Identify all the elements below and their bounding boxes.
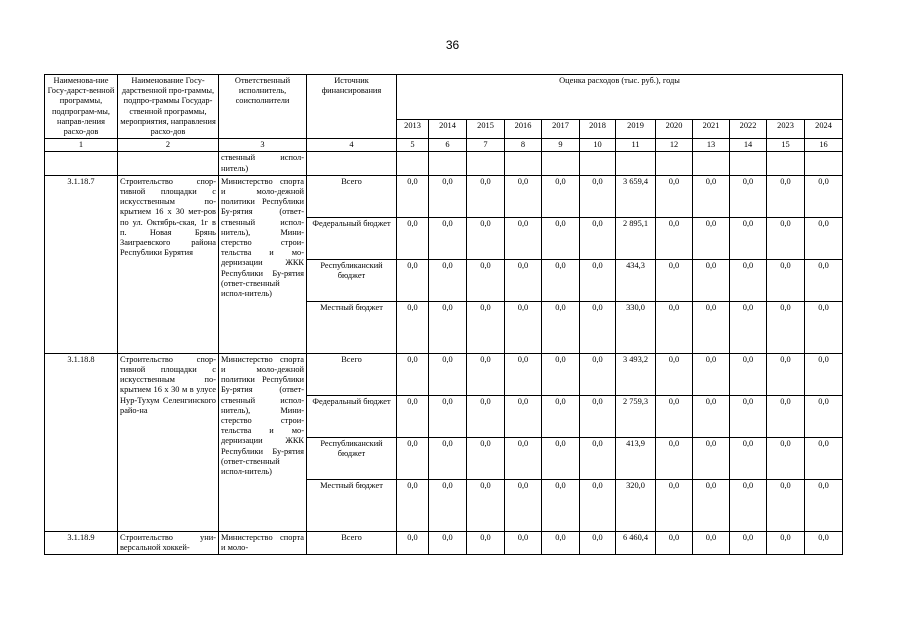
- cost-value: 0,0: [397, 301, 429, 353]
- cost-value: 0,0: [542, 531, 580, 554]
- cost-value: 3 659,4: [616, 175, 656, 217]
- cost-value: 0,0: [505, 259, 542, 301]
- cost-value: 0,0: [656, 217, 693, 259]
- table-row: [45, 531, 843, 554]
- header-col-source: Источник финансирования: [307, 75, 397, 139]
- column-number: 6: [429, 139, 467, 152]
- cost-value: 0,0: [542, 395, 580, 437]
- cost-value: 0,0: [580, 531, 616, 554]
- cost-value: 0,0: [767, 217, 805, 259]
- table-row: [45, 175, 843, 217]
- cost-value: 0,0: [656, 437, 693, 479]
- cost-value: 0,0: [656, 395, 693, 437]
- cost-value: 0,0: [730, 531, 767, 554]
- cost-value: 0,0: [805, 437, 843, 479]
- continuation-executor-text: ственный испол-нитель): [219, 152, 307, 175]
- cost-value: 0,0: [656, 259, 693, 301]
- cost-value: 0,0: [805, 395, 843, 437]
- cost-value: 0,0: [467, 437, 505, 479]
- cost-value: 0,0: [542, 353, 580, 395]
- cost-value: 0,0: [542, 217, 580, 259]
- column-number: 9: [542, 139, 580, 152]
- column-number: 2: [118, 139, 219, 152]
- cost-value: 0,0: [805, 175, 843, 217]
- cost-value: 0,0: [429, 175, 467, 217]
- header-year: 2019: [616, 120, 656, 139]
- cost-value: 0,0: [730, 437, 767, 479]
- column-number: 11: [616, 139, 656, 152]
- cost-value: 0,0: [467, 301, 505, 353]
- cost-value: 0,0: [397, 531, 429, 554]
- cost-value: 0,0: [429, 301, 467, 353]
- header-col-program-title: Наименование Госу-дарственной про-граммы, подпро-граммы Государ-ственной программы, мероприятия, направления расхо-дов: [118, 75, 219, 139]
- row-executor: Министерство спорта и моло-дежной политики Республики Бу-рятия (ответ-ственный испол-нитель), Мини-стерство строи-тельства и мо-дернизации ЖКК Республики Бу-рятия (ответ-ственный испол-нитель): [219, 353, 307, 531]
- cost-value: 0,0: [767, 395, 805, 437]
- cost-value: 434,3: [616, 259, 656, 301]
- header-year: 2020: [656, 120, 693, 139]
- cost-value: 0,0: [693, 437, 730, 479]
- cost-value: 0,0: [542, 479, 580, 531]
- header-year: 2016: [505, 120, 542, 139]
- cost-value: 6 460,4: [616, 531, 656, 554]
- cost-value: 0,0: [693, 353, 730, 395]
- row-event-name: Строительство спор-тивной площадки с искусственным по-крытием 16 х 30 м в улусе Нур-Тухум Селенгинского райо-на: [118, 353, 219, 531]
- cost-value: 0,0: [730, 353, 767, 395]
- cost-value: 0,0: [429, 479, 467, 531]
- cost-value: 0,0: [505, 437, 542, 479]
- header-year: 2023: [767, 120, 805, 139]
- cost-value: 0,0: [542, 259, 580, 301]
- cost-value: 413,9: [616, 437, 656, 479]
- column-number: 14: [730, 139, 767, 152]
- header-year: 2024: [805, 120, 843, 139]
- cost-value: 0,0: [730, 395, 767, 437]
- cost-value: 0,0: [505, 301, 542, 353]
- column-number: 7: [467, 139, 505, 152]
- page-number: 36: [445, 38, 460, 52]
- column-number-row: [45, 139, 843, 152]
- cost-value: 0,0: [656, 531, 693, 554]
- cost-value: 0,0: [580, 395, 616, 437]
- table-row: [45, 353, 843, 395]
- header-year: 2018: [580, 120, 616, 139]
- funding-source: Местный бюджет: [307, 301, 397, 353]
- row-event-name: Строительство спор-тивной площадки с искусственным по-крытием 16 х 30 мет-ров по ул. Октябрь-ская, 1г в п. Новая Брянь Заиграевского района Республики Бурятия: [118, 175, 219, 353]
- cost-value: 0,0: [429, 217, 467, 259]
- cost-value: 0,0: [767, 531, 805, 554]
- funding-source: Всего: [307, 531, 397, 554]
- cost-value: 0,0: [467, 259, 505, 301]
- cost-value: 0,0: [397, 175, 429, 217]
- cost-value: 0,0: [656, 175, 693, 217]
- cost-value: 0,0: [397, 479, 429, 531]
- header-col-program-name: Наименова-ние Госу-дарст-венной программы, подпрограм-мы, направ-ления расхо-дов: [45, 75, 118, 139]
- funding-source: Федеральный бюджет: [307, 217, 397, 259]
- cost-value: 0,0: [730, 259, 767, 301]
- cost-value: 0,0: [397, 259, 429, 301]
- cost-value: 0,0: [580, 301, 616, 353]
- row-executor: Министерство спорта и моло-дежной политики Республики Бу-рятия (ответ-ственный испол-нитель), Мини-стерство строи-тельства и мо-дернизации ЖКК Республики Бу-рятия (ответ-ственный испол-нитель): [219, 175, 307, 353]
- cost-value: 0,0: [580, 353, 616, 395]
- continuation-row: [45, 152, 843, 175]
- cost-value: 0,0: [505, 395, 542, 437]
- cost-value: 0,0: [693, 259, 730, 301]
- cost-value: 330,0: [616, 301, 656, 353]
- header-year: 2021: [693, 120, 730, 139]
- cost-value: 0,0: [730, 217, 767, 259]
- cost-value: 0,0: [429, 437, 467, 479]
- cost-value: 320,0: [616, 479, 656, 531]
- cost-value: 0,0: [767, 301, 805, 353]
- funding-source: Всего: [307, 353, 397, 395]
- cost-value: 0,0: [656, 353, 693, 395]
- column-number: 10: [580, 139, 616, 152]
- cost-value: 0,0: [767, 437, 805, 479]
- cost-value: 0,0: [767, 175, 805, 217]
- cost-value: 2 759,3: [616, 395, 656, 437]
- cost-value: 0,0: [580, 479, 616, 531]
- cost-value: 0,0: [805, 353, 843, 395]
- cost-value: 0,0: [505, 217, 542, 259]
- cost-value: 0,0: [397, 437, 429, 479]
- cost-value: 0,0: [580, 437, 616, 479]
- cost-value: 0,0: [467, 175, 505, 217]
- cost-value: 0,0: [693, 395, 730, 437]
- cost-value: 0,0: [805, 531, 843, 554]
- funding-source: Республиканский бюджет: [307, 259, 397, 301]
- row-event-name: Строительство уни-версальной хоккей-: [118, 531, 219, 554]
- cost-value: 0,0: [730, 301, 767, 353]
- cost-value: 0,0: [580, 217, 616, 259]
- funding-source: Республиканский бюджет: [307, 437, 397, 479]
- cost-value: 0,0: [580, 259, 616, 301]
- cost-value: 0,0: [467, 353, 505, 395]
- row-code: 3.1.18.7: [45, 175, 118, 353]
- cost-value: 0,0: [467, 531, 505, 554]
- header-cost-group: Оценка расходов (тыс. руб.), годы: [397, 75, 843, 120]
- cost-value: 0,0: [730, 479, 767, 531]
- cost-value: 0,0: [693, 531, 730, 554]
- column-number: 3: [219, 139, 307, 152]
- header-year: 2022: [730, 120, 767, 139]
- cost-value: 0,0: [805, 217, 843, 259]
- cost-value: 0,0: [580, 175, 616, 217]
- header-year: 2014: [429, 120, 467, 139]
- cost-value: 0,0: [505, 353, 542, 395]
- cost-value: 0,0: [693, 175, 730, 217]
- cost-value: 0,0: [767, 353, 805, 395]
- column-number: 5: [397, 139, 429, 152]
- budget-table: [44, 74, 843, 555]
- cost-value: 0,0: [805, 301, 843, 353]
- row-code: 3.1.18.9: [45, 531, 118, 554]
- cost-value: 0,0: [693, 217, 730, 259]
- cost-value: 0,0: [805, 479, 843, 531]
- cost-value: 0,0: [656, 301, 693, 353]
- cost-value: 0,0: [505, 175, 542, 217]
- cost-value: 0,0: [730, 175, 767, 217]
- funding-source: Федеральный бюджет: [307, 395, 397, 437]
- cost-value: 0,0: [767, 479, 805, 531]
- cost-value: 0,0: [429, 259, 467, 301]
- cost-value: 0,0: [429, 531, 467, 554]
- cost-value: 0,0: [429, 395, 467, 437]
- cost-value: 0,0: [693, 301, 730, 353]
- table-body: [45, 152, 843, 555]
- cost-value: 0,0: [505, 531, 542, 554]
- cost-value: 0,0: [397, 353, 429, 395]
- column-number: 15: [767, 139, 805, 152]
- cost-value: 0,0: [542, 301, 580, 353]
- funding-source: Всего: [307, 175, 397, 217]
- cost-value: 0,0: [397, 395, 429, 437]
- cost-value: 0,0: [805, 259, 843, 301]
- column-number: 4: [307, 139, 397, 152]
- column-number: 16: [805, 139, 843, 152]
- table-header: [45, 75, 843, 152]
- cost-value: 0,0: [505, 479, 542, 531]
- cost-value: 0,0: [467, 395, 505, 437]
- cost-value: 0,0: [767, 259, 805, 301]
- header-year: 2017: [542, 120, 580, 139]
- header-col-executor: Ответственный исполнитель, соисполнители: [219, 75, 307, 139]
- cost-value: 0,0: [542, 437, 580, 479]
- funding-source: Местный бюджет: [307, 479, 397, 531]
- cost-value: 0,0: [397, 217, 429, 259]
- cost-value: 0,0: [467, 217, 505, 259]
- cost-value: 0,0: [467, 479, 505, 531]
- cost-value: 2 895,1: [616, 217, 656, 259]
- header-year: 2013: [397, 120, 429, 139]
- cost-value: 0,0: [429, 353, 467, 395]
- header-year: 2015: [467, 120, 505, 139]
- cost-value: 3 493,2: [616, 353, 656, 395]
- column-number: 13: [693, 139, 730, 152]
- column-number: 12: [656, 139, 693, 152]
- column-number: 1: [45, 139, 118, 152]
- cost-value: 0,0: [656, 479, 693, 531]
- column-number: 8: [505, 139, 542, 152]
- row-code: 3.1.18.8: [45, 353, 118, 531]
- cost-value: 0,0: [693, 479, 730, 531]
- row-executor: Министерство спорта и моло-: [219, 531, 307, 554]
- cost-value: 0,0: [542, 175, 580, 217]
